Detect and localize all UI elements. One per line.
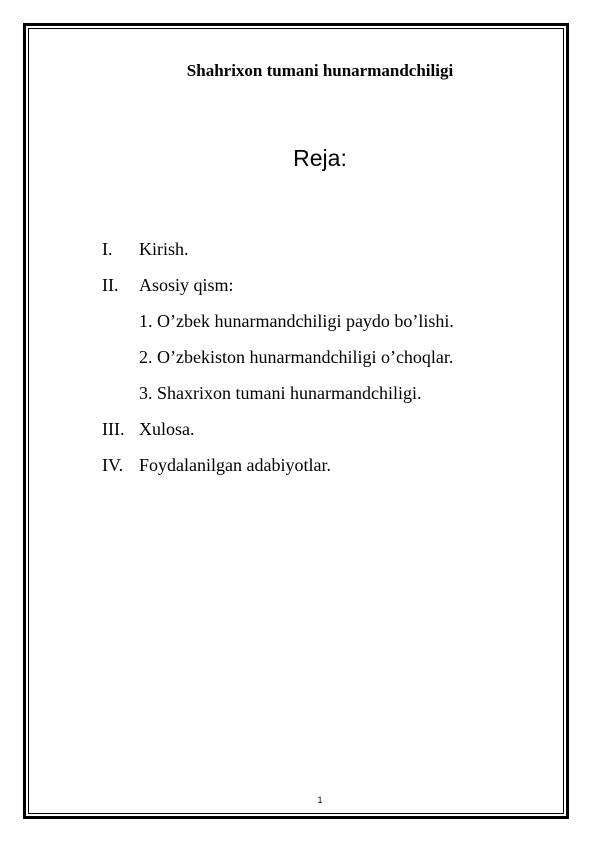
plan-subitem-text: O’zbekiston hunarmandchiligi o’choqlar. <box>157 347 454 367</box>
plan-item-main-part <box>102 274 454 310</box>
plan-subitem-text: Shaxrixon tumani hunarmandchiligi. <box>157 383 422 403</box>
plan-subitem-number: 2. <box>139 347 153 367</box>
plan-item-text: Asosiy qism: <box>139 275 234 295</box>
plan-item-text: Foydalanilgan adabiyotlar. <box>139 455 331 475</box>
plan-item-number: III. <box>102 419 125 439</box>
plan-subitem-text: O’zbek hunarmandchiligi paydo bo’lishi. <box>157 311 454 331</box>
plan-list <box>102 238 454 490</box>
plan-item-number: IV. <box>102 455 124 475</box>
plan-subitem-origin <box>102 310 454 346</box>
plan-item-text: Xulosa. <box>139 419 195 439</box>
document-title: Shahrixon tumani hunarmandchiligi <box>186 61 454 80</box>
page-number: 1 <box>317 795 323 805</box>
plan-subitem-centers <box>102 346 454 382</box>
plan-item-text: Kirish. <box>139 239 189 259</box>
plan-item-conclusion <box>102 418 454 454</box>
plan-subitem-district <box>102 382 454 418</box>
plan-subitem-number: 1. <box>139 311 153 331</box>
plan-item-introduction <box>102 238 454 274</box>
plan-item-number: II. <box>102 275 119 295</box>
plan-item-references <box>102 454 454 490</box>
plan-subitem-number: 3. <box>139 383 153 403</box>
plan-item-number: I. <box>102 239 113 259</box>
plan-heading: Reja: <box>293 145 347 171</box>
